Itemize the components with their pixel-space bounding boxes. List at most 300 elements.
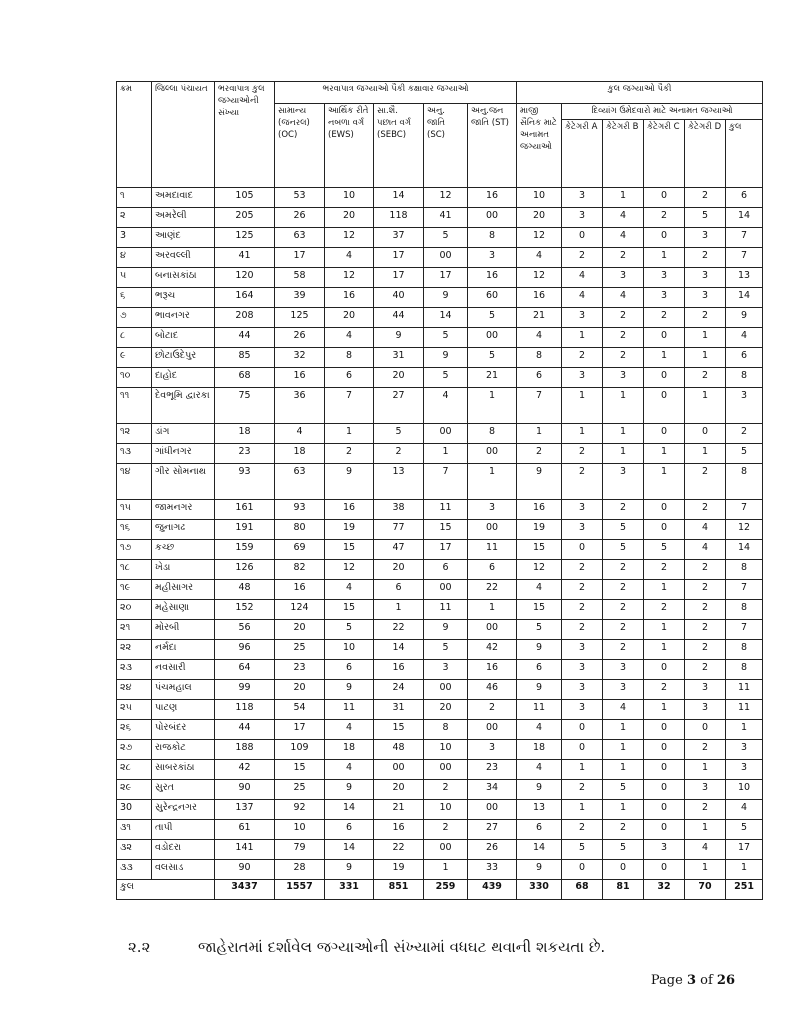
total-posts-cell: 56	[215, 620, 275, 640]
disability-total-cell: 4	[726, 800, 763, 820]
st-cell: 8	[468, 424, 517, 444]
sc-cell: 10	[424, 800, 468, 820]
cat-d-cell: 2	[685, 308, 726, 328]
sr-cell: 3	[117, 228, 152, 248]
cat-a-cell: 3	[562, 660, 603, 680]
totals-row	[117, 880, 763, 900]
cat-d-cell: 2	[685, 580, 726, 600]
sc-cell: 9	[424, 348, 468, 368]
general-cell: 93	[275, 500, 325, 520]
ews-cell: 10	[325, 188, 374, 208]
table-row	[117, 840, 763, 860]
sr-cell: ૨૪	[117, 680, 152, 700]
st-cell: 5	[468, 308, 517, 328]
sr-cell: ૨૦	[117, 600, 152, 620]
sr-cell: ૨૩	[117, 660, 152, 680]
sebc-cell: 14	[374, 640, 424, 660]
district-cell: આણંદ	[152, 228, 215, 248]
ex-serviceman-cell: 16	[517, 288, 562, 308]
general-cell: 25	[275, 640, 325, 660]
sc-cell: 1	[424, 860, 468, 880]
cat-d-cell: 1	[685, 820, 726, 840]
cat-d-cell: 3	[685, 700, 726, 720]
district-cell: પાટણ	[152, 700, 215, 720]
sc-cell: 1	[424, 444, 468, 464]
st-cell: 33	[468, 860, 517, 880]
sebc-cell: 19	[374, 860, 424, 880]
cat-b-cell: 1	[603, 444, 644, 464]
cat-c-cell: 5	[644, 540, 685, 560]
district-cell: મહેસાણા	[152, 600, 215, 620]
district-cell: વડોદરા	[152, 840, 215, 860]
district-cell: બોટાદ	[152, 328, 215, 348]
ex-serviceman-cell: 19	[517, 520, 562, 540]
cat-c-cell: 0	[644, 780, 685, 800]
st-cell: 22	[468, 580, 517, 600]
table-row	[117, 248, 763, 268]
general-cell: 124	[275, 600, 325, 620]
cat-c-cell: 0	[644, 740, 685, 760]
general-cell: 125	[275, 308, 325, 328]
sr-cell: ૩૨	[117, 840, 152, 860]
total-posts-cell: 44	[215, 720, 275, 740]
header-ex-serviceman: માજી સૈનિક માટે અનામત જગ્યાઓ	[517, 104, 562, 188]
sc-cell: 00	[424, 248, 468, 268]
cat-a-cell: 1	[562, 388, 603, 424]
sr-cell: ૨૧	[117, 620, 152, 640]
st-cell: 16	[468, 268, 517, 288]
total-value: 81	[603, 880, 644, 900]
cat-c-cell: 3	[644, 268, 685, 288]
totals-label: કુલ	[117, 880, 215, 900]
district-cell: અરવલ્લી	[152, 248, 215, 268]
cat-b-cell: 1	[603, 720, 644, 740]
table-row	[117, 388, 763, 424]
total-posts-cell: 44	[215, 328, 275, 348]
sc-cell: 20	[424, 700, 468, 720]
table-row	[117, 580, 763, 600]
cat-d-cell: 3	[685, 780, 726, 800]
cat-b-cell: 2	[603, 500, 644, 520]
general-cell: 23	[275, 660, 325, 680]
ex-serviceman-cell: 5	[517, 620, 562, 640]
ex-serviceman-cell: 4	[517, 328, 562, 348]
sebc-cell: 9	[374, 328, 424, 348]
sebc-cell: 27	[374, 388, 424, 424]
note-number: ૨.૨	[128, 938, 151, 956]
district-cell: અમરેલી	[152, 208, 215, 228]
total-posts-cell: 23	[215, 444, 275, 464]
ex-serviceman-cell: 7	[517, 388, 562, 424]
total-posts-cell: 120	[215, 268, 275, 288]
sebc-cell: 15	[374, 720, 424, 740]
ex-serviceman-cell: 15	[517, 600, 562, 620]
district-cell: મોરબી	[152, 620, 215, 640]
cat-b-cell: 4	[603, 208, 644, 228]
ex-serviceman-cell: 9	[517, 860, 562, 880]
total-posts-cell: 18	[215, 424, 275, 444]
district-cell: સુરત	[152, 780, 215, 800]
table-row	[117, 424, 763, 444]
sc-cell: 11	[424, 600, 468, 620]
general-cell: 63	[275, 464, 325, 500]
table-row	[117, 640, 763, 660]
sr-cell: ૧૦	[117, 368, 152, 388]
total-posts-cell: 64	[215, 660, 275, 680]
st-cell: 16	[468, 188, 517, 208]
general-cell: 28	[275, 860, 325, 880]
district-cell: ખેડા	[152, 560, 215, 580]
st-cell: 60	[468, 288, 517, 308]
cat-b-cell: 1	[603, 188, 644, 208]
cat-a-cell: 1	[562, 800, 603, 820]
cat-c-cell: 1	[644, 464, 685, 500]
general-cell: 92	[275, 800, 325, 820]
cat-a-cell: 3	[562, 640, 603, 660]
sc-cell: 00	[424, 424, 468, 444]
ews-cell: 2	[325, 444, 374, 464]
ews-cell: 12	[325, 268, 374, 288]
cat-d-cell: 2	[685, 660, 726, 680]
ews-cell: 4	[325, 580, 374, 600]
total-posts-cell: 96	[215, 640, 275, 660]
cat-d-cell: 0	[685, 424, 726, 444]
sebc-cell: 24	[374, 680, 424, 700]
cat-b-cell: 2	[603, 820, 644, 840]
district-cell: ભરૂચ	[152, 288, 215, 308]
cat-a-cell: 5	[562, 840, 603, 860]
sr-cell: ૧૬	[117, 520, 152, 540]
st-cell: 00	[468, 800, 517, 820]
cat-c-cell: 1	[644, 248, 685, 268]
st-cell: 3	[468, 500, 517, 520]
cat-b-cell: 2	[603, 308, 644, 328]
sc-cell: 8	[424, 720, 468, 740]
cat-b-cell: 2	[603, 580, 644, 600]
ews-cell: 10	[325, 640, 374, 660]
st-cell: 00	[468, 208, 517, 228]
district-cell: દેવભૂમિ દ્વારકા	[152, 388, 215, 424]
total-posts-cell: 105	[215, 188, 275, 208]
cat-d-cell: 2	[685, 500, 726, 520]
sebc-cell: 44	[374, 308, 424, 328]
st-cell: 1	[468, 464, 517, 500]
cat-d-cell: 2	[685, 464, 726, 500]
sebc-cell: 16	[374, 660, 424, 680]
table-row	[117, 740, 763, 760]
sebc-cell: 118	[374, 208, 424, 228]
ex-serviceman-cell: 6	[517, 820, 562, 840]
cat-c-cell: 0	[644, 720, 685, 740]
disability-total-cell: 3	[726, 760, 763, 780]
cat-b-cell: 4	[603, 288, 644, 308]
st-cell: 1	[468, 600, 517, 620]
header-from-total-group: કુલ જગ્યાઓ પૈકી	[517, 82, 763, 104]
ews-cell: 15	[325, 540, 374, 560]
ex-serviceman-cell: 12	[517, 268, 562, 288]
disability-total-cell: 7	[726, 500, 763, 520]
note	[128, 938, 605, 956]
sebc-cell: 22	[374, 840, 424, 860]
cat-a-cell: 4	[562, 288, 603, 308]
ews-cell: 15	[325, 600, 374, 620]
ews-cell: 4	[325, 720, 374, 740]
header-ews: આર્થિક રીતે નબળા વર્ગ (EWS)	[325, 104, 374, 188]
ex-serviceman-cell: 9	[517, 464, 562, 500]
st-cell: 3	[468, 248, 517, 268]
district-cell: જુનાગઢ	[152, 520, 215, 540]
disability-total-cell: 10	[726, 780, 763, 800]
total-posts-cell: 93	[215, 464, 275, 500]
disability-total-cell: 7	[726, 620, 763, 640]
district-cell: નવસારી	[152, 660, 215, 680]
sebc-cell: 40	[374, 288, 424, 308]
cat-b-cell: 2	[603, 248, 644, 268]
cat-b-cell: 1	[603, 800, 644, 820]
header-disability-group: દિવ્યાંગ ઉમેદવારો માટે અનામત જગ્યાઓ	[562, 104, 763, 120]
sc-cell: 5	[424, 328, 468, 348]
cat-d-cell: 2	[685, 248, 726, 268]
district-cell: વલસાડ	[152, 860, 215, 880]
disability-total-cell: 3	[726, 740, 763, 760]
cat-c-cell: 2	[644, 208, 685, 228]
sc-cell: 12	[424, 188, 468, 208]
cat-b-cell: 3	[603, 660, 644, 680]
total-posts-cell: 126	[215, 560, 275, 580]
sebc-cell: 20	[374, 780, 424, 800]
sc-cell: 17	[424, 268, 468, 288]
table-row	[117, 368, 763, 388]
sr-cell: ૨૫	[117, 700, 152, 720]
cat-a-cell: 2	[562, 820, 603, 840]
disability-total-cell: 8	[726, 600, 763, 620]
district-cell: સુરેન્દ્રનગર	[152, 800, 215, 820]
st-cell: 34	[468, 780, 517, 800]
sebc-cell: 5	[374, 424, 424, 444]
total-posts-cell: 125	[215, 228, 275, 248]
total-value: 259	[424, 880, 468, 900]
district-cell: જામનગર	[152, 500, 215, 520]
cat-b-cell: 2	[603, 620, 644, 640]
st-cell: 11	[468, 540, 517, 560]
ex-serviceman-cell: 15	[517, 540, 562, 560]
disability-total-cell: 2	[726, 424, 763, 444]
table-row	[117, 348, 763, 368]
disability-total-cell: 8	[726, 560, 763, 580]
ex-serviceman-cell: 12	[517, 560, 562, 580]
total-value: 439	[468, 880, 517, 900]
table-row	[117, 228, 763, 248]
sr-cell: ૨	[117, 208, 152, 228]
general-cell: 17	[275, 248, 325, 268]
district-cell: ડાંગ	[152, 424, 215, 444]
sr-cell: ૯	[117, 348, 152, 368]
st-cell: 21	[468, 368, 517, 388]
cat-b-cell: 1	[603, 760, 644, 780]
sr-cell: ૨૨	[117, 640, 152, 660]
cat-a-cell: 2	[562, 248, 603, 268]
st-cell: 27	[468, 820, 517, 840]
ex-serviceman-cell: 2	[517, 444, 562, 464]
table-row	[117, 760, 763, 780]
sr-cell: ૩૧	[117, 820, 152, 840]
header-district: જિલ્લા પંચાયત	[152, 82, 215, 188]
ex-serviceman-cell: 4	[517, 720, 562, 740]
cat-b-cell: 1	[603, 424, 644, 444]
disability-total-cell: 17	[726, 840, 763, 860]
sebc-cell: 00	[374, 760, 424, 780]
st-cell: 8	[468, 228, 517, 248]
ex-serviceman-cell: 4	[517, 248, 562, 268]
ews-cell: 9	[325, 464, 374, 500]
district-cell: અમદાવાદ	[152, 188, 215, 208]
sr-cell: ૧૧	[117, 388, 152, 424]
ews-cell: 16	[325, 288, 374, 308]
total-posts-cell: 164	[215, 288, 275, 308]
sr-cell: ૧૩	[117, 444, 152, 464]
general-cell: 26	[275, 328, 325, 348]
total-posts-cell: 75	[215, 388, 275, 424]
cat-a-cell: 0	[562, 228, 603, 248]
general-cell: 20	[275, 680, 325, 700]
sc-cell: 00	[424, 580, 468, 600]
cat-d-cell: 2	[685, 740, 726, 760]
cat-c-cell: 0	[644, 500, 685, 520]
cat-c-cell: 1	[644, 444, 685, 464]
cat-c-cell: 1	[644, 700, 685, 720]
cat-d-cell: 4	[685, 840, 726, 860]
ews-cell: 9	[325, 680, 374, 700]
ex-serviceman-cell: 6	[517, 660, 562, 680]
total-value: 68	[562, 880, 603, 900]
table-row	[117, 660, 763, 680]
disability-total-cell: 14	[726, 208, 763, 228]
sr-cell: ૧૫	[117, 500, 152, 520]
sr-cell: ૧	[117, 188, 152, 208]
total-posts-cell: 99	[215, 680, 275, 700]
district-cell: પંચમહાલ	[152, 680, 215, 700]
sc-cell: 15	[424, 520, 468, 540]
disability-total-cell: 14	[726, 540, 763, 560]
st-cell: 00	[468, 620, 517, 640]
cat-d-cell: 0	[685, 720, 726, 740]
district-cell: તાપી	[152, 820, 215, 840]
cat-c-cell: 0	[644, 388, 685, 424]
st-cell: 16	[468, 660, 517, 680]
total-posts-cell: 68	[215, 368, 275, 388]
table-row	[117, 464, 763, 500]
cat-a-cell: 3	[562, 368, 603, 388]
total-posts-cell: 90	[215, 860, 275, 880]
cat-d-cell: 3	[685, 288, 726, 308]
header-category-group: ભરવાપાત્ર જગ્યાઓ પૈકી કક્ષાવાર જગ્યાઓ	[275, 82, 517, 104]
cat-c-cell: 3	[644, 840, 685, 860]
table-row	[117, 560, 763, 580]
total-value: 3437	[215, 880, 275, 900]
cat-c-cell: 0	[644, 820, 685, 840]
cat-c-cell: 1	[644, 620, 685, 640]
cat-d-cell: 3	[685, 680, 726, 700]
cat-c-cell: 1	[644, 640, 685, 660]
st-cell: 2	[468, 700, 517, 720]
cat-b-cell: 3	[603, 464, 644, 500]
ews-cell: 8	[325, 348, 374, 368]
sc-cell: 7	[424, 464, 468, 500]
total-posts-cell: 141	[215, 840, 275, 860]
header-total: કુલ	[726, 120, 763, 188]
general-cell: 80	[275, 520, 325, 540]
header-sc: અનુ. જાતિ (SC)	[424, 104, 468, 188]
table-body	[117, 188, 763, 880]
sebc-cell: 31	[374, 348, 424, 368]
ex-serviceman-cell: 9	[517, 780, 562, 800]
sr-cell: ૧૯	[117, 580, 152, 600]
ex-serviceman-cell: 9	[517, 680, 562, 700]
sr-cell: ૧૪	[117, 464, 152, 500]
cat-a-cell: 1	[562, 760, 603, 780]
sr-cell: ૩૩	[117, 860, 152, 880]
cat-d-cell: 2	[685, 800, 726, 820]
district-cell: દાહોદ	[152, 368, 215, 388]
ex-serviceman-cell: 16	[517, 500, 562, 520]
cat-d-cell: 2	[685, 620, 726, 640]
table-row	[117, 680, 763, 700]
disability-total-cell: 7	[726, 228, 763, 248]
general-cell: 26	[275, 208, 325, 228]
sebc-cell: 14	[374, 188, 424, 208]
ews-cell: 4	[325, 248, 374, 268]
cat-c-cell: 0	[644, 424, 685, 444]
district-cell: નર્મદા	[152, 640, 215, 660]
ex-serviceman-cell: 21	[517, 308, 562, 328]
sc-cell: 14	[424, 308, 468, 328]
ex-serviceman-cell: 20	[517, 208, 562, 228]
general-cell: 10	[275, 820, 325, 840]
ews-cell: 1	[325, 424, 374, 444]
district-cell: કચ્છ	[152, 540, 215, 560]
ews-cell: 18	[325, 740, 374, 760]
total-posts-cell: 42	[215, 760, 275, 780]
disability-total-cell: 11	[726, 680, 763, 700]
header-cat-b: કેટેગરી B	[603, 120, 644, 188]
sebc-cell: 21	[374, 800, 424, 820]
table-row	[117, 288, 763, 308]
general-cell: 82	[275, 560, 325, 580]
disability-total-cell: 8	[726, 660, 763, 680]
ex-serviceman-cell: 4	[517, 760, 562, 780]
cat-a-cell: 0	[562, 860, 603, 880]
general-cell: 39	[275, 288, 325, 308]
total-posts-cell: 191	[215, 520, 275, 540]
ews-cell: 9	[325, 780, 374, 800]
sc-cell: 5	[424, 228, 468, 248]
total-value: 1557	[275, 880, 325, 900]
cat-a-cell: 1	[562, 424, 603, 444]
cat-a-cell: 2	[562, 600, 603, 620]
cat-b-cell: 5	[603, 840, 644, 860]
ex-serviceman-cell: 14	[517, 840, 562, 860]
table-row	[117, 720, 763, 740]
st-cell: 23	[468, 760, 517, 780]
cat-b-cell: 1	[603, 740, 644, 760]
cat-b-cell: 4	[603, 228, 644, 248]
ews-cell: 14	[325, 840, 374, 860]
ex-serviceman-cell: 4	[517, 580, 562, 600]
general-cell: 79	[275, 840, 325, 860]
cat-a-cell: 2	[562, 348, 603, 368]
sr-cell: ૨૯	[117, 780, 152, 800]
st-cell: 6	[468, 560, 517, 580]
